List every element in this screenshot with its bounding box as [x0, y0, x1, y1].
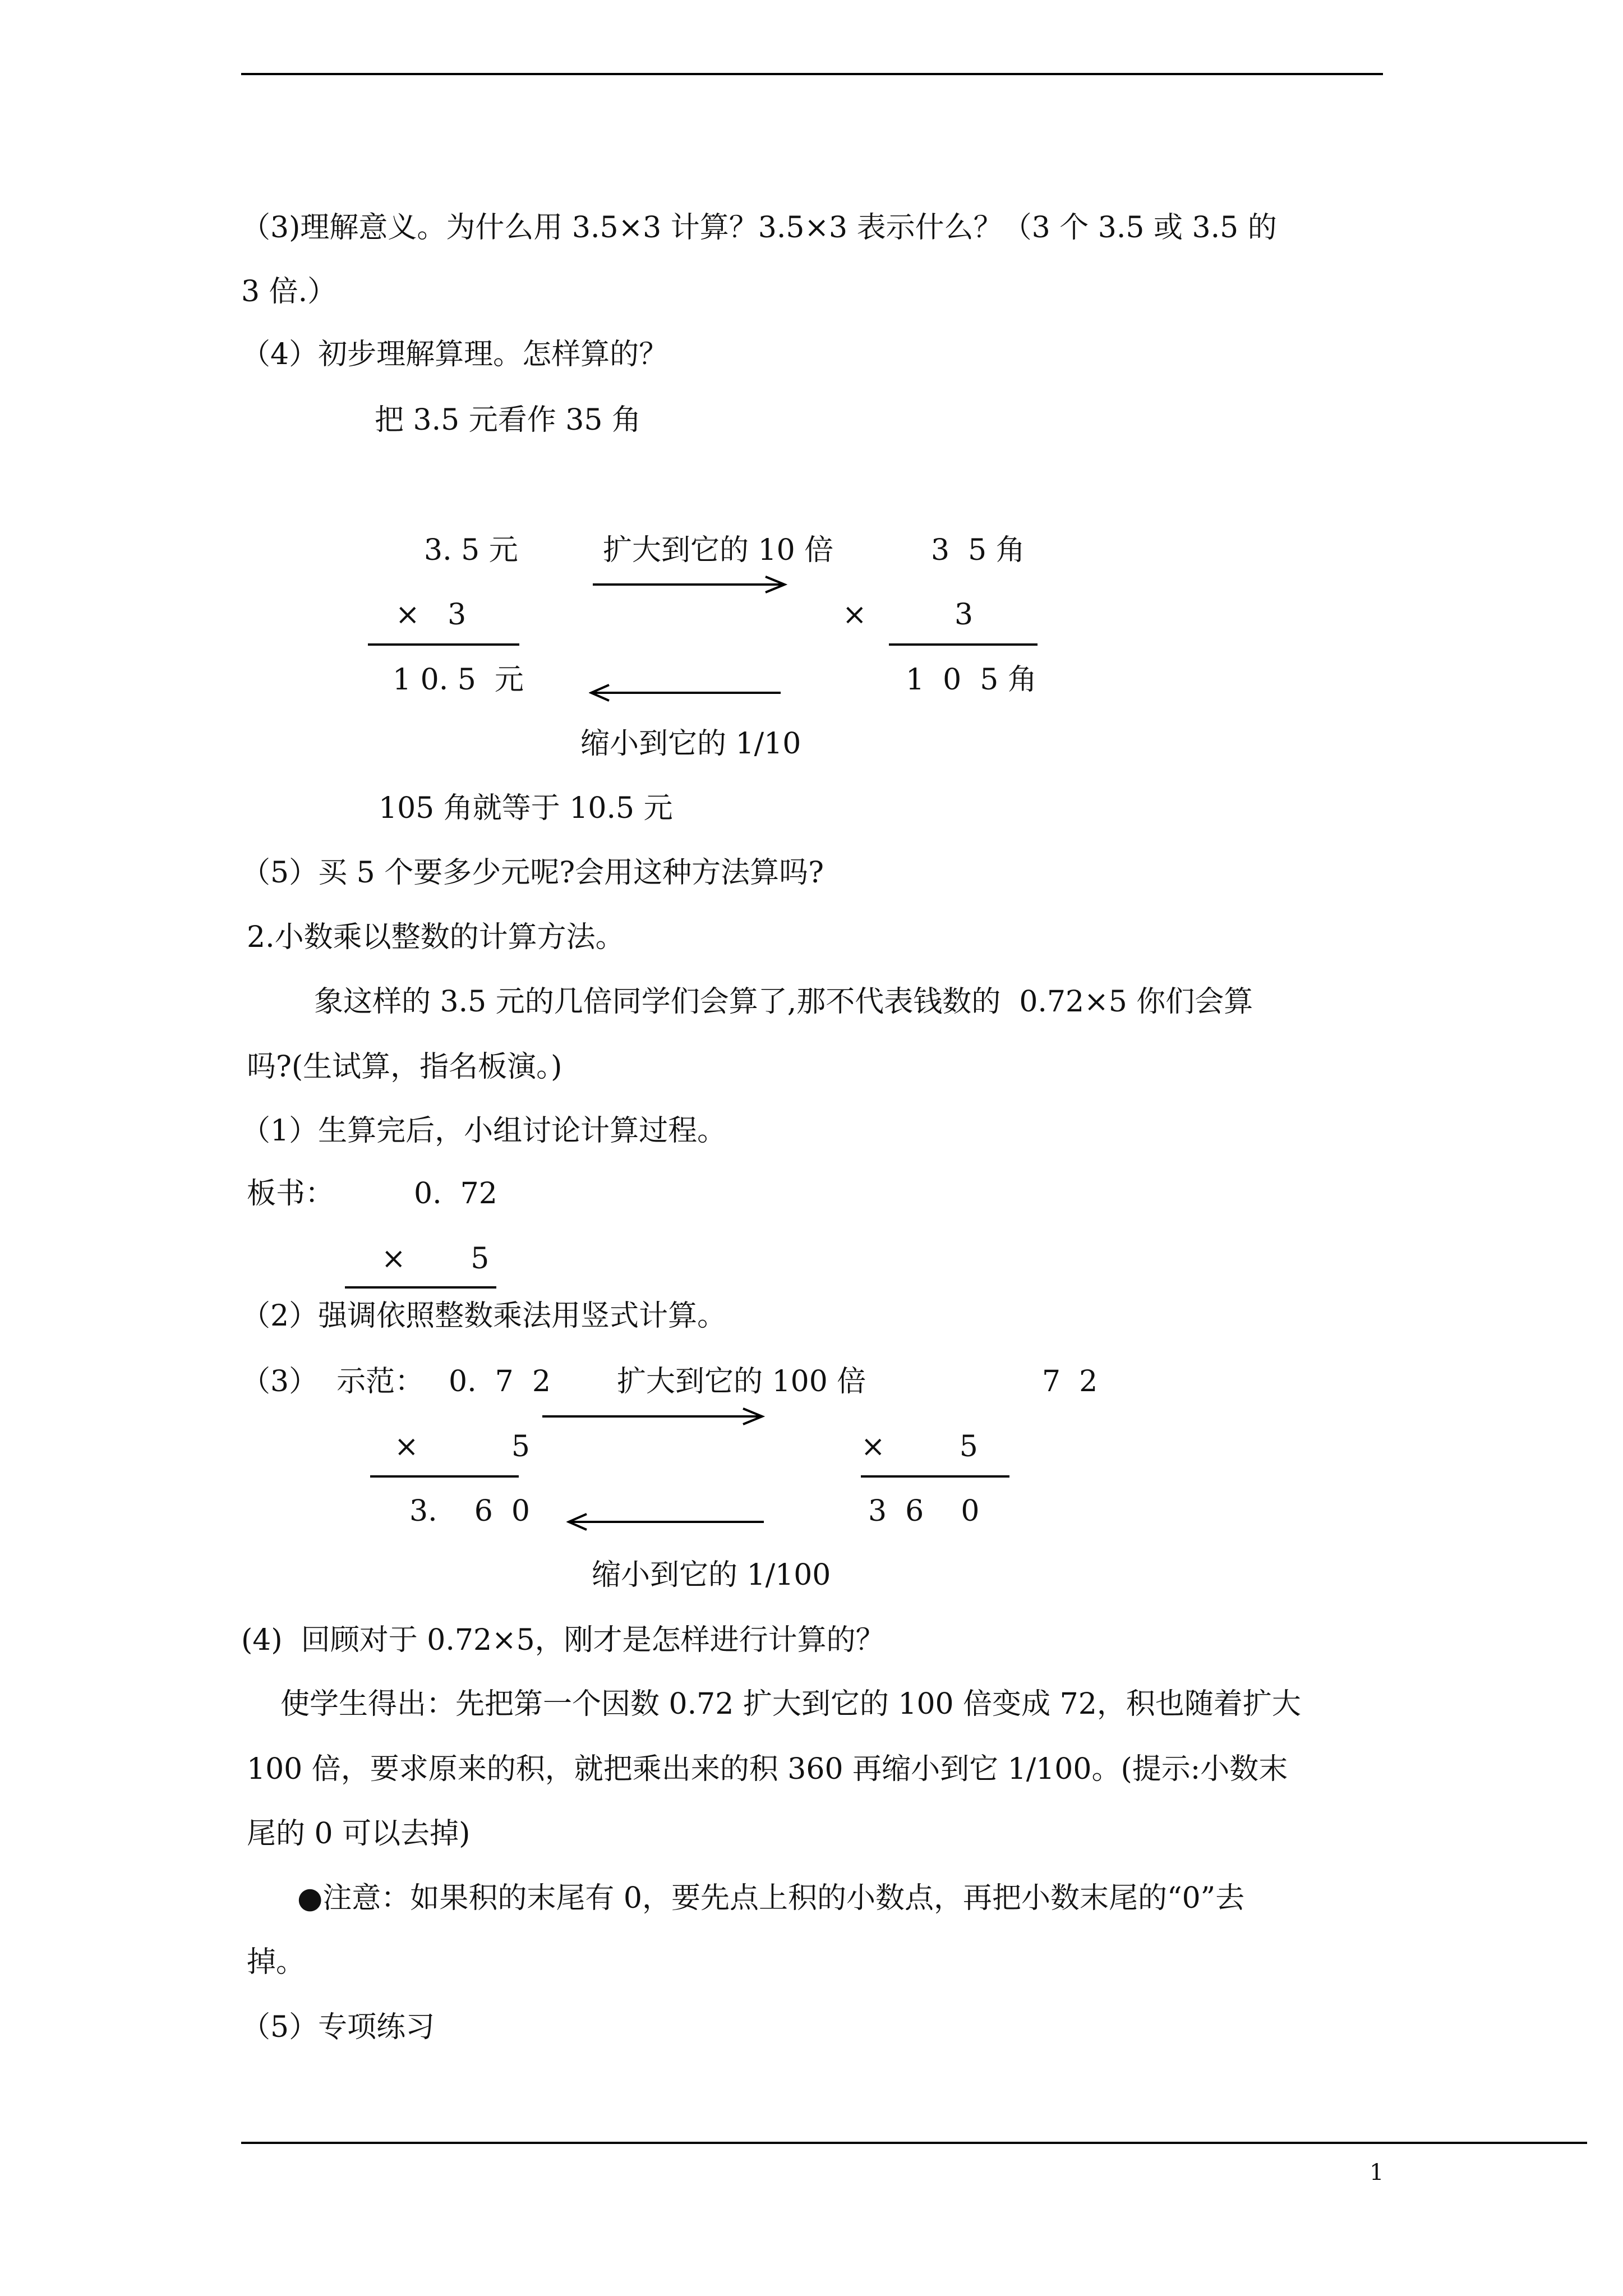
- calc1-left-top: 3. 5 元: [424, 533, 518, 567]
- text-line: (4) 回顾对于 0.72×5，刚才是怎样进行计算的？: [241, 1623, 885, 1657]
- calc2-top: 0. 72: [414, 1177, 497, 1211]
- calc3-right-top: 7 2: [1042, 1365, 1098, 1398]
- calc1-right-mid: 3: [955, 598, 974, 632]
- page-number: 1: [1370, 2160, 1384, 2185]
- text-line: 吗?(生试算，指名板演。): [247, 1050, 562, 1084]
- text-line: 象这样的 3.5 元的几倍同学们会算了,那不代表钱数的 0.72×5 你们会算: [314, 985, 1253, 1019]
- text-line: 105 角就等于 10.5 元: [379, 792, 673, 825]
- calc2-rule: [345, 1286, 496, 1289]
- text-line: 掉。: [247, 1945, 306, 1979]
- text-line: （3)理解意义。为什么用 3.5×3 计算？3.5×3 表示什么？（3 个 3.5 或 3.5 的: [241, 211, 1277, 245]
- text-line: （1）生算完后，小组讨论计算过程。: [241, 1114, 727, 1148]
- calc3-left-top: 0. 7 2: [449, 1365, 551, 1398]
- right-arrow-icon: [541, 1405, 766, 1428]
- left-arrow-icon: [566, 1511, 766, 1533]
- text-line: 尾的 0 可以去掉): [247, 1817, 471, 1851]
- calc3-arrow-bot-label: 缩小到它的 1/100: [592, 1558, 831, 1592]
- text-line: 使学生得出：先把第一个因数 0.72 扩大到它的 100 倍变成 72，积也随着扩大: [280, 1687, 1301, 1721]
- calc1-right-top: 3 5 角: [931, 533, 1025, 567]
- calc3-right-rule: [861, 1475, 1009, 1478]
- footer-rule: [241, 2142, 1587, 2144]
- header-rule: [241, 73, 1383, 75]
- calc3-right-bot: 3 6 0: [868, 1494, 980, 1528]
- calc3-prefix: （3） 示范：: [241, 1365, 425, 1398]
- section-heading: 2.小数乘以整数的计算方法。: [247, 921, 625, 954]
- calc1-arrow-top-label: 扩大到它的 10 倍: [603, 533, 834, 567]
- calc1-right-rule: [889, 643, 1038, 646]
- left-arrow-icon: [589, 682, 782, 704]
- calc2-label: 板书：: [247, 1177, 335, 1211]
- calc1-left-bot: 1 0. 5 元: [393, 663, 524, 697]
- calc1-right-x: ×: [842, 598, 867, 632]
- calc1-left-rule: [368, 643, 519, 646]
- calc2-mid: × 5: [381, 1242, 490, 1276]
- right-arrow-icon: [592, 573, 788, 596]
- text-line: （4）初步理解算理。怎样算的？: [241, 338, 668, 371]
- text-line: 3 倍.）: [241, 275, 337, 309]
- calc3-left-bot: 3. 6 0: [409, 1494, 530, 1528]
- calc3-left-rule: [370, 1475, 519, 1478]
- text-line: （5）买 5 个要多少元呢?会用这种方法算吗?: [241, 856, 824, 890]
- text-line: ●注意：如果积的末尾有 0，要先点上积的小数点，再把小数末尾的“0”去: [297, 1881, 1245, 1915]
- text-line: （5）专项练习: [241, 2010, 435, 2044]
- text-line: 100 倍，要求原来的积，就把乘出来的积 360 再缩小到它 1/100。(提示:小数末: [247, 1752, 1288, 1786]
- text-line: （2）强调依照整数乘法用竖式计算。: [241, 1299, 727, 1333]
- calc3-left-mid: × 5: [394, 1430, 530, 1464]
- calc1-right-bot: 1 0 5 角: [906, 663, 1037, 697]
- calc3-arrow-top-label: 扩大到它的 100 倍: [617, 1365, 866, 1398]
- text-line: 把 3.5 元看作 35 角: [375, 403, 641, 437]
- calc3-right-mid: × 5: [861, 1430, 978, 1464]
- calc1-arrow-bot-label: 缩小到它的 1/10: [580, 727, 801, 761]
- calc1-left-mid: × 3: [395, 598, 467, 632]
